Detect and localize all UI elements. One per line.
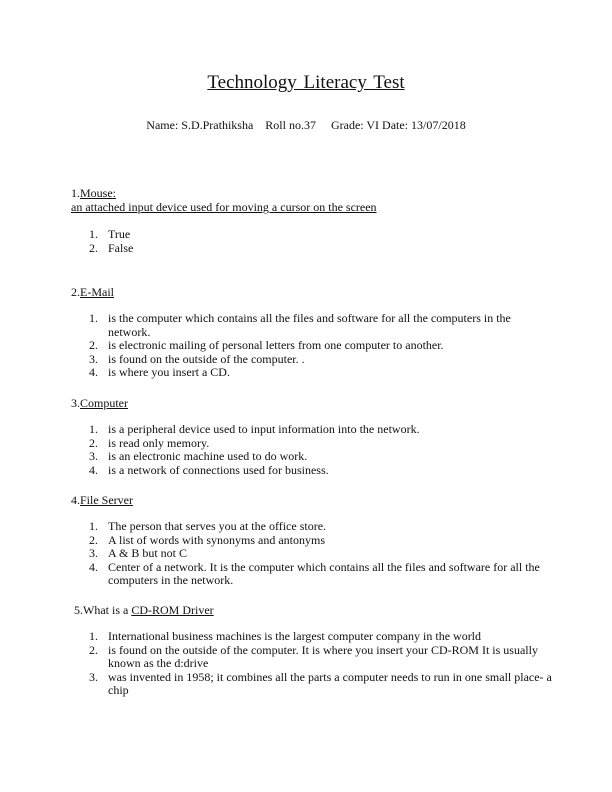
option-list	[71, 630, 554, 698]
option: 1. International business machines is the largest computer company in the world	[89, 629, 482, 643]
option: 2. A list of words with synonyms and antonyms	[89, 532, 326, 547]
option: 1. The person that serves you at the office store.	[89, 519, 327, 533]
option-list	[71, 423, 551, 477]
question-title: 1.Mouse:	[71, 186, 116, 200]
page-title: Technology Literacy Test	[207, 72, 405, 93]
question-3	[71, 396, 551, 477]
question-subtitle: an attached input device used for moving a cursor on the screen	[71, 200, 377, 214]
question-2	[71, 285, 551, 380]
option-list	[71, 520, 551, 588]
option: 1. is a peripheral device used to input information into the network.	[89, 422, 420, 436]
option: 2. is read only memory.	[89, 435, 210, 450]
option: 2. False	[89, 240, 134, 255]
option-list	[71, 228, 551, 255]
option: 3. is found on the outside of the computer. .	[89, 351, 305, 366]
question-title: 3.Computer	[71, 396, 128, 410]
option: 4. is a network of connections used for business.	[89, 462, 329, 477]
option-list	[71, 312, 551, 380]
option: 4. Center of a network. It is the computer which contains all the files and software for all the computers in the network.	[89, 559, 540, 587]
question-title: 2.E-Mail	[71, 285, 114, 299]
student-info: Name: S.D.Prathiksha Roll no.37 Grade: VI Date: 13/07/2018	[146, 118, 466, 132]
option: 2. is electronic mailing of personal letters from one computer to another.	[89, 338, 444, 352]
option: 1. True	[89, 227, 131, 241]
option: 4. is where you insert a CD.	[89, 365, 230, 379]
option: 3. is an electronic machine used to do work.	[89, 449, 308, 463]
option: 2. is found on the outside of the computer. It is where you insert your CD-ROM It is usually known as the d:drive	[89, 642, 538, 670]
option: 3. A & B but not C	[89, 546, 188, 560]
option: 3. was invented in 1958; it combines all the parts a computer needs to run in one small place- a chip	[89, 669, 552, 697]
option: 1. is the computer which contains all the files and software for all the computers in the network.	[89, 311, 511, 339]
question-5	[74, 603, 554, 698]
question-title: 4.File Server	[71, 493, 133, 507]
question-4	[71, 493, 551, 588]
question-1	[71, 186, 551, 255]
question-title: 5.What is a CD-ROM Driver	[74, 603, 214, 617]
